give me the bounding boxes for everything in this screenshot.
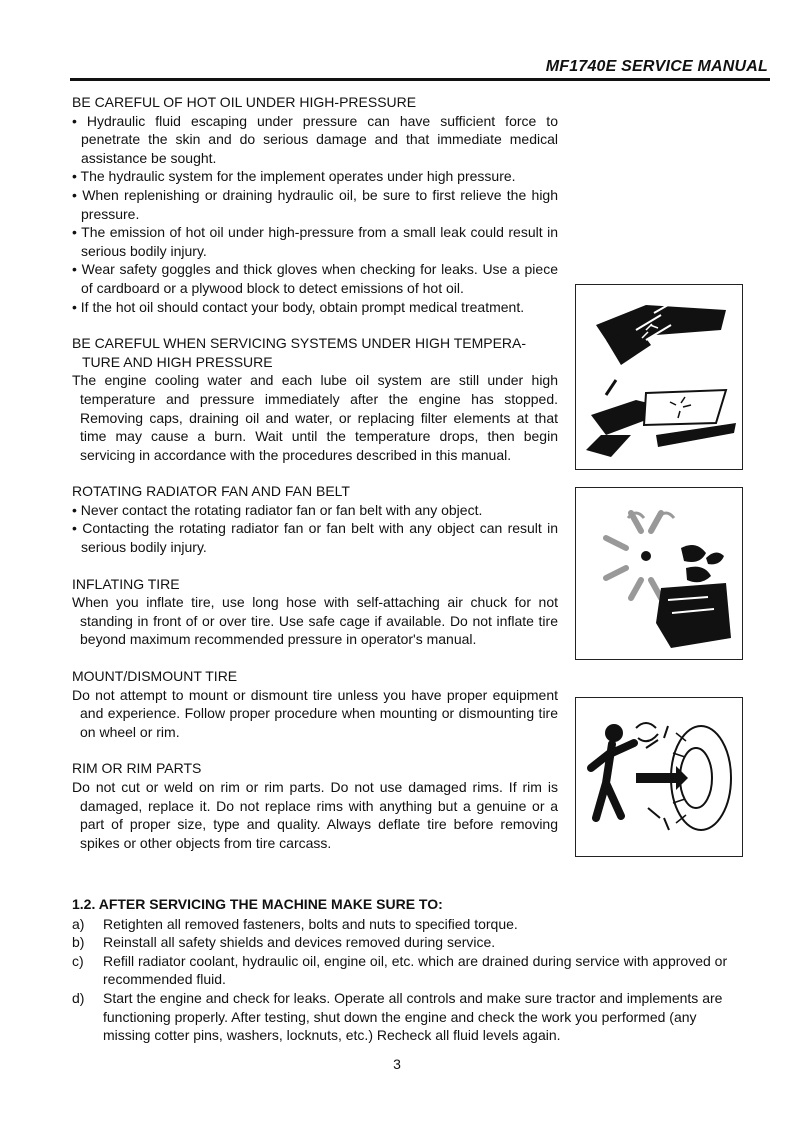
item-label: b) [72, 934, 85, 951]
bullet-item: • Contacting the rotating radiator fan or fan belt with any object can result in serious bodily injury. [72, 519, 558, 556]
section-text: When you inflate tire, use long hose with self-attaching air chuck for not standing in front of or over tire. Use safe cage if available. Do not inflate tire beyond maximum recommended pressure in operator's manual. [72, 594, 558, 648]
section-title: MOUNT/DISMOUNT TIRE [72, 668, 238, 685]
section-high-temperature [72, 334, 558, 464]
section-title: ROTATING RADIATOR FAN AND FAN BELT [72, 483, 350, 500]
section-heading: 1.2. AFTER SERVICING THE MACHINE MAKE SURE TO: [72, 896, 443, 912]
checklist-item [72, 933, 742, 952]
bullet-item: • Hydraulic fluid escaping under pressure can have sufficient force to penetrate the skin and do serious damage and that immediate medical assistance be sought. [72, 112, 558, 168]
tire-explosion-warning-icon [575, 697, 743, 857]
section-title [72, 334, 558, 371]
safety-content [72, 93, 558, 870]
checklist-item [72, 952, 742, 989]
checklist-item [72, 989, 742, 1045]
section-inflating-tire [72, 575, 558, 649]
manual-title: MF1740E SERVICE MANUAL [545, 58, 768, 75]
bullet-item: • The hydraulic system for the implement operates under high pressure. [72, 167, 558, 186]
page-number: 3 [393, 1056, 401, 1072]
item-text: Reinstall all safety shields and devices removed during service. [103, 934, 496, 951]
section-radiator-fan [72, 482, 558, 556]
item-label: d) [72, 989, 85, 1006]
header-rule [70, 78, 770, 81]
section-text: Do not cut or weld on rim or rim parts. Do not use damaged rims. If rim is damaged, replace it. Do not replace rims with anything but a genuine or a part of proper size, type and quality. Always deflate tire before removing spikes or other objects from tire carcass. [72, 779, 558, 851]
rotating-fan-illustration [576, 488, 742, 659]
section-hot-oil [72, 93, 558, 316]
bullet-item: • Wear safety goggles and thick gloves when checking for leaks. Use a piece of cardboard or a plywood block to detect emissions of hot oil. [72, 260, 558, 297]
section-title: RIM OR RIM PARTS [72, 760, 202, 777]
section-title-continued: TURE AND HIGH PRESSURE [82, 353, 273, 370]
rotating-fan-warning-icon [575, 487, 743, 660]
section-title-line: BE CAREFUL WHEN SERVICING SYSTEMS UNDER HIGH TEMPERA- [72, 335, 527, 352]
item-text: Refill radiator coolant, hydraulic oil, engine oil, etc. which are drained during service with approved or recommended fluid. [103, 952, 728, 988]
bullet-item: • When replenishing or draining hydraulic oil, be sure to first relieve the high pressure. [72, 186, 558, 223]
bullet-item: • Never contact the rotating radiator fan or fan belt with any object. [72, 501, 558, 520]
item-label: c) [72, 952, 84, 969]
section-rim-parts [72, 759, 558, 852]
section-text: Do not attempt to mount or dismount tire unless you have proper equipment and experience. Follow proper procedure when mounting or dismounting tire on wheel or rim. [72, 686, 558, 740]
bullet-item: • The emission of hot oil under high-pressure from a small leak could result in serious bodily injury. [72, 223, 558, 260]
item-text: Start the engine and check for leaks. Operate all controls and make sure tractor and implements are functioning properly. After testing, shut down the engine and check the work you performed (any missing cotter pins, washers, locknuts, etc.) Recheck all fluid levels again. [103, 989, 723, 1044]
section-mount-tire [72, 667, 558, 741]
tire-explosion-illustration [576, 698, 742, 856]
item-text: Retighten all removed fasteners, bolts and nuts to specified torque. [103, 915, 518, 932]
section-title: INFLATING TIRE [72, 575, 180, 592]
after-servicing-section [72, 895, 742, 1045]
hydraulic-leak-warning-icon [575, 284, 743, 470]
bullet-item: • If the hot oil should contact your body, obtain prompt medical treatment. [72, 298, 558, 317]
section-title: BE CAREFUL OF HOT OIL UNDER HIGH-PRESSURE [72, 94, 417, 110]
item-label: a) [72, 915, 85, 932]
hydraulic-leak-illustration [576, 285, 742, 469]
section-text: The engine cooling water and each lube oil system are still under high temperature and pressure immediately after the engine has stopped. Removing caps, draining oil and water, or replacing filter elements at that time may cause a burn. Wait until the temperature drops, then begin servicing in accordance with the procedures described in this manual. [72, 372, 558, 463]
checklist-item [72, 915, 742, 934]
